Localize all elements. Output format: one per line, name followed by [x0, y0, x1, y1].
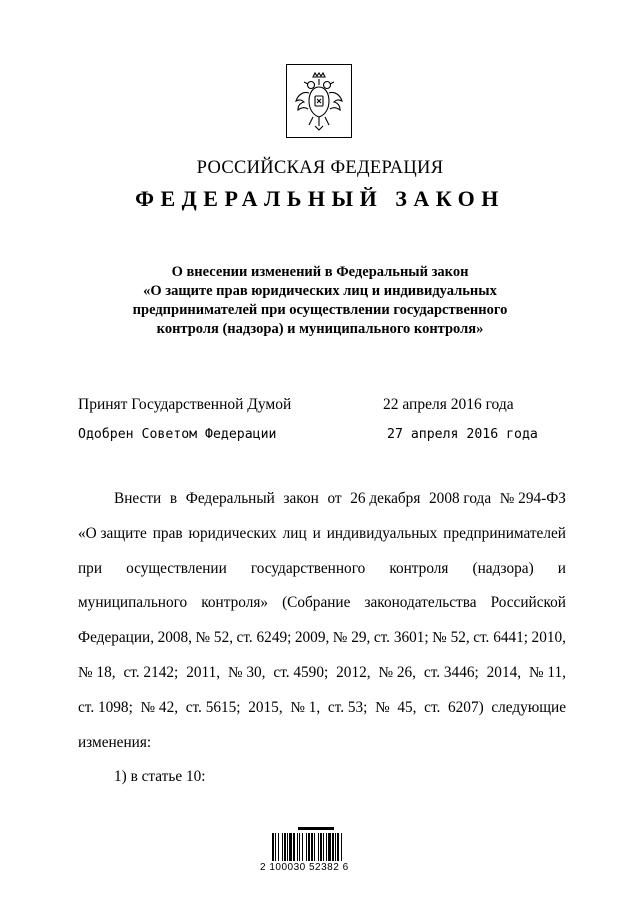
- law-name-line: «О защите прав юридических лиц и индивидуальных: [143, 283, 497, 299]
- body-word: 2010,: [531, 629, 566, 647]
- barcode-bar: [341, 833, 342, 861]
- body-word: № 52,: [195, 629, 234, 647]
- body-word: № 294-ФЗ: [499, 490, 566, 507]
- barcode-bar: [320, 833, 322, 861]
- barcode-bar: [323, 833, 324, 861]
- body-word: Российской: [490, 594, 566, 612]
- body-word: и: [312, 524, 321, 542]
- body-word: контроля»: [201, 594, 269, 612]
- body-word: ст. 5615;: [185, 698, 241, 716]
- body-word: №: [375, 698, 390, 716]
- body-word: № 18,: [78, 663, 116, 681]
- body-line: [78, 558, 566, 593]
- law-name-line: контроля (надзора) и муниципального контроля»: [156, 321, 484, 337]
- body-word: Внести: [114, 490, 162, 507]
- body-word: муниципального: [78, 594, 188, 612]
- body-word: при: [78, 559, 103, 577]
- body-word: лиц: [282, 524, 307, 542]
- barcode-bar: [302, 833, 303, 861]
- body-word: № 26,: [378, 663, 417, 681]
- barcode-bar: [284, 833, 286, 861]
- body-word: ст. 3446;: [423, 663, 479, 681]
- barcode-bar: [287, 833, 288, 861]
- barcode-bar: [289, 833, 292, 861]
- body-word: Федеральный: [185, 490, 275, 507]
- barcode-bar: [314, 833, 315, 861]
- body-word: ст.: [424, 698, 441, 716]
- body-line: [78, 662, 566, 697]
- barcode-bar: [318, 833, 319, 861]
- body-word: государственного: [250, 559, 366, 577]
- body-word: законодательства: [364, 594, 477, 612]
- body-word: от: [327, 490, 342, 507]
- body-word: 26 декабря: [350, 490, 421, 507]
- law-body-text: [78, 488, 566, 801]
- body-word: осуществлении: [126, 559, 227, 577]
- document-type-title: ФЕДЕРАЛЬНЫЙ ЗАКОН: [135, 186, 505, 211]
- barcode-bar: [282, 833, 283, 861]
- barcode-bar: [337, 833, 339, 861]
- body-word: «О защите: [78, 524, 147, 542]
- barcode-bar: [297, 833, 298, 861]
- double-headed-eagle-icon: [291, 69, 347, 133]
- barcode-bar: [328, 833, 331, 861]
- approved-by-label: Одобрен Советом Федерации: [78, 427, 277, 442]
- barcode-bar: [326, 833, 327, 861]
- body-word: ст. 2142;: [123, 663, 179, 681]
- body-word: прав: [152, 524, 183, 542]
- body-word: 2014,: [486, 663, 522, 681]
- body-word: и: [557, 559, 566, 577]
- barcode-bar: [293, 833, 295, 861]
- body-word: 6207): [448, 698, 484, 716]
- body-line: [78, 627, 566, 662]
- adoption-row-council: [78, 427, 558, 447]
- barcode-bar: [278, 833, 279, 861]
- body-word: № 1,: [290, 698, 321, 716]
- adoption-row-duma: [78, 396, 558, 416]
- body-line: [78, 523, 566, 558]
- body-word: 2011,: [186, 663, 221, 681]
- body-line: [78, 488, 566, 523]
- barcode-number: 2 100030 52382 6: [260, 862, 349, 873]
- barcode-bar: [308, 833, 310, 861]
- body-word: 2008,: [157, 629, 192, 647]
- barcode-bar: [275, 833, 276, 861]
- barcode-bar: [335, 833, 336, 861]
- body-word: предпринимателей: [443, 524, 566, 542]
- body-line: [78, 697, 566, 732]
- body-word: № 52,: [432, 629, 470, 647]
- body-word: ст. 53;: [327, 698, 368, 716]
- body-word: ст. 4590;: [273, 663, 329, 681]
- body-word: 45,: [397, 698, 417, 716]
- body-word: ст. 1098;: [78, 698, 133, 716]
- approval-date: 27 апреля 2016 года: [387, 427, 538, 442]
- body-word: в: [169, 490, 178, 507]
- body-word: № 42,: [140, 698, 179, 716]
- adoption-date: 22 апреля 2016 года: [383, 396, 514, 413]
- barcode-bar: [306, 833, 307, 861]
- body-word: ст. 6249;: [236, 629, 292, 647]
- body-word: индивидуальных: [326, 524, 438, 542]
- body-word: контроля: [389, 559, 449, 577]
- law-name-line: предпринимателей при осуществлении государственного: [132, 302, 508, 318]
- law-name-line: О внесении изменений в Федеральный закон: [171, 264, 469, 280]
- body-line: [78, 592, 566, 627]
- body-word: 2015,: [248, 698, 283, 716]
- body-word: (Собрание: [282, 594, 351, 612]
- body-word: ст. 6441;: [473, 629, 529, 647]
- body-word: Федерации,: [78, 629, 155, 647]
- coat-of-arms-emblem: [286, 64, 352, 138]
- body-word: юридических: [188, 524, 277, 542]
- body-word: № 30,: [227, 663, 266, 681]
- body-word: (надзора): [472, 559, 534, 577]
- body-word: изменения:: [78, 733, 152, 751]
- law-name-title: [90, 263, 550, 339]
- body-word: 2008 года: [429, 490, 492, 507]
- country-heading: РОССИЙСКАЯ ФЕДЕРАЦИЯ: [196, 158, 444, 178]
- body-line: [78, 732, 566, 767]
- list-item-article-10: 1) в статье 10:: [114, 768, 206, 786]
- body-word: 2009,: [294, 629, 330, 647]
- adopted-by-label: Принят Государственной Думой: [78, 396, 292, 413]
- body-word: следующие: [491, 698, 566, 716]
- body-word: закон: [283, 490, 319, 507]
- body-word: ст. 3601;: [373, 629, 429, 647]
- barcode-bar: [299, 833, 300, 861]
- barcode-bar: [332, 833, 334, 861]
- body-word: № 29,: [332, 629, 371, 647]
- body-word: 2012,: [336, 663, 371, 681]
- body-word: № 11,: [528, 663, 566, 681]
- barcode-bar: [311, 833, 313, 861]
- barcode-bar: [272, 833, 274, 861]
